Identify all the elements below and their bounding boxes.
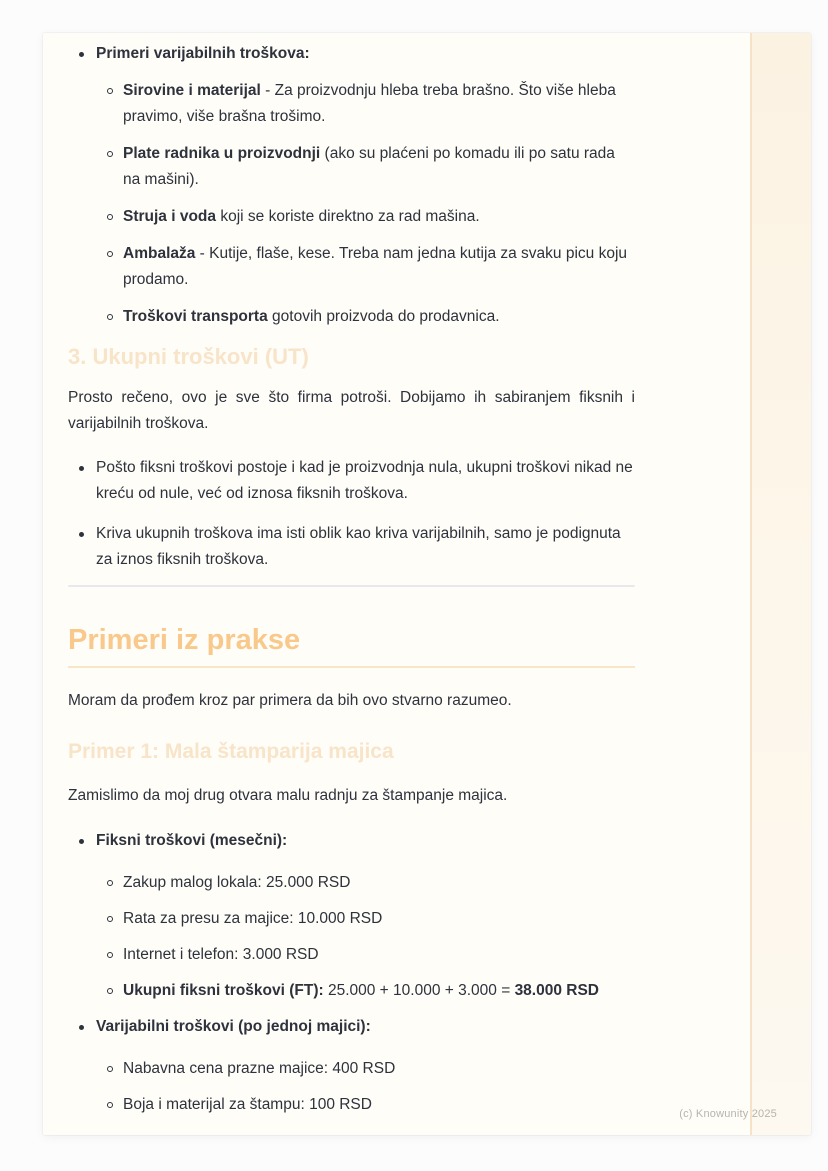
variable-costs-per-unit-list bbox=[68, 1014, 635, 1118]
paragraph-primer-1: Zamislimo da moj drug otvara malu radnju za štampanje majica. bbox=[68, 787, 508, 804]
circle-bullet-icon bbox=[107, 251, 113, 257]
list-item bbox=[68, 1092, 635, 1118]
bullet-icon bbox=[79, 1025, 84, 1030]
cost-line: Boja i materijal za štampu: 100 RSD bbox=[123, 1096, 372, 1113]
bullet-icon bbox=[79, 52, 84, 57]
list-item bbox=[68, 78, 635, 130]
list-item bbox=[68, 204, 635, 230]
list-item bbox=[68, 241, 635, 293]
circle-bullet-icon bbox=[107, 916, 113, 922]
list-item bbox=[68, 304, 635, 330]
list-item bbox=[68, 942, 635, 968]
term: Plate radnika u proizvodnji bbox=[123, 145, 321, 162]
definition: gotovih proizvoda do prodavnica. bbox=[267, 308, 500, 325]
list-item bbox=[68, 978, 635, 1004]
bullet-icon bbox=[79, 532, 84, 537]
fixed-costs-list bbox=[68, 828, 635, 1004]
list-item bbox=[68, 41, 635, 67]
circle-bullet-icon bbox=[107, 988, 113, 994]
section-heading-ukupni-troskovi: 3. Ukupni troškovi (UT) bbox=[68, 344, 309, 369]
circle-bullet-icon bbox=[107, 880, 113, 886]
list-item bbox=[68, 521, 635, 573]
cost-line: Zakup malog lokala: 25.000 RSD bbox=[123, 874, 351, 891]
total-label: Ukupni fiksni troškovi (FT): bbox=[123, 982, 324, 999]
list-item-title: Fiksni troškovi (mesečni): bbox=[96, 832, 288, 849]
section-divider bbox=[68, 585, 635, 587]
term: Ambalaža bbox=[123, 245, 196, 262]
ukupni-notes-list bbox=[68, 455, 635, 573]
document-content bbox=[68, 41, 635, 1118]
circle-bullet-icon bbox=[107, 1066, 113, 1072]
definition: (ako su plaćeni po komadu ili po satu rada na mašini). bbox=[123, 145, 615, 188]
list-item bbox=[68, 1056, 635, 1082]
list-item bbox=[68, 1014, 635, 1040]
paragraph-ukupni: Prosto rečeno, ovo je sve što firma potroši. Dobijamo ih sabiranjem fiksnih i varijabilnih troškova. bbox=[68, 389, 635, 432]
term: Sirovine i materijal bbox=[123, 82, 261, 99]
list-item bbox=[68, 455, 635, 507]
page-title-primeri-iz-prakse: Primeri iz prakse bbox=[68, 622, 635, 668]
total-calculation: 25.000 + 10.000 + 3.000 = bbox=[323, 982, 515, 999]
term: Troškovi transporta bbox=[123, 308, 268, 325]
definition: koji se koriste direktno za rad mašina. bbox=[216, 208, 480, 225]
circle-bullet-icon bbox=[107, 952, 113, 958]
term: Struja i voda bbox=[123, 208, 217, 225]
definition: - Kutije, flaše, kese. Treba nam jedna kutija za svaku picu koju prodamo. bbox=[123, 245, 628, 288]
circle-bullet-icon bbox=[107, 88, 113, 94]
list-item bbox=[68, 141, 635, 193]
list-item-text: Kriva ukupnih troškova ima isti oblik kao kriva varijabilnih, samo je podignuta za iznos fiksnih troškova. bbox=[96, 525, 621, 568]
cost-line: Rata za presu za majice: 10.000 RSD bbox=[123, 910, 383, 927]
list-item bbox=[68, 870, 635, 896]
paragraph-intro: Moram da prođem kroz par primera da bih ovo stvarno razumeo. bbox=[68, 692, 512, 709]
bullet-icon bbox=[79, 839, 84, 844]
list-item bbox=[68, 828, 635, 854]
copyright-notice: (c) Knowunity 2025 bbox=[679, 1108, 777, 1120]
page-edge-band bbox=[750, 33, 811, 1135]
variable-costs-list bbox=[68, 41, 635, 330]
circle-bullet-icon bbox=[107, 151, 113, 157]
list-item bbox=[68, 906, 635, 932]
cost-line: Nabavna cena prazne majice: 400 RSD bbox=[123, 1060, 396, 1077]
document-page bbox=[43, 33, 811, 1135]
total-value: 38.000 RSD bbox=[514, 982, 600, 999]
list-item-title: Primeri varijabilnih troškova: bbox=[96, 45, 310, 62]
circle-bullet-icon bbox=[107, 1102, 113, 1108]
list-item-text: Pošto fiksni troškovi postoje i kad je proizvodnja nula, ukupni troškovi nikad ne kreću od nule, već od iznosa fiksnih troškova. bbox=[96, 459, 633, 502]
bullet-icon bbox=[79, 466, 84, 471]
section-heading-primer-1: Primer 1: Mala štamparija majica bbox=[68, 740, 394, 763]
circle-bullet-icon bbox=[107, 214, 113, 220]
list-item-title: Varijabilni troškovi (po jednoj majici): bbox=[96, 1018, 371, 1035]
definition: - Za proizvodnju hleba treba brašno. Što više hleba pravimo, više brašna trošimo. bbox=[123, 82, 616, 125]
circle-bullet-icon bbox=[107, 314, 113, 320]
cost-line: Internet i telefon: 3.000 RSD bbox=[123, 946, 319, 963]
